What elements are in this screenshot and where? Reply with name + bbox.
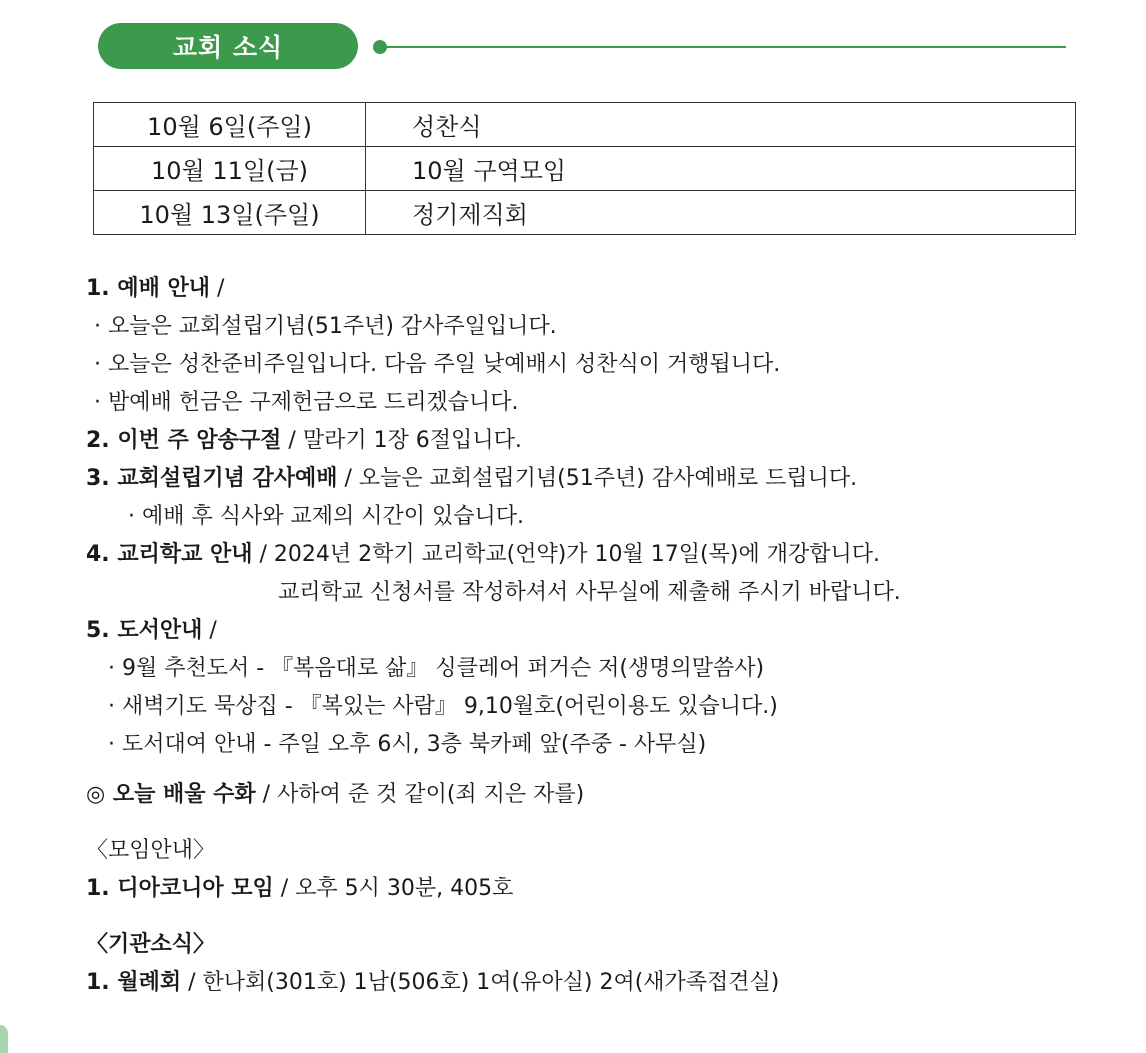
meetings-item [86, 870, 1126, 908]
header-divider-dot [373, 40, 387, 54]
notice-title: 3. 교회설립기념 감사예배 [86, 466, 338, 491]
notice-title: 1. 월례회 [86, 970, 182, 995]
schedule-event: 정기제직회 [366, 191, 1076, 235]
section-title: 교회 소식 [172, 33, 284, 62]
notice-title: 4. 교리학교 안내 [86, 542, 253, 567]
notice-text: / 2024년 2학기 교리학교(언약)가 10월 17일(목)에 개강합니다. [252, 542, 880, 567]
notice-anniversary [86, 460, 1126, 498]
list-item: · 도서대여 안내 - 주일 오후 6시, 3층 북카페 앞(주중 - 사무실) [108, 732, 707, 757]
header-divider-line [386, 46, 1066, 48]
notice-text: / 사하여 준 것 같이(죄 지은 자를) [255, 782, 585, 807]
notice-title: 1. 디아코니아 모임 [86, 876, 274, 901]
notice-sign-language [86, 776, 1126, 814]
list-item: · 오늘은 교회설립기념(51주년) 감사주일입니다. [94, 314, 557, 339]
notice-text: / 한나회(301호) 1남(506호) 1여(유아실) 2여(새가족접견실) [181, 970, 780, 995]
notice-title: 5. 도서안내 [86, 618, 203, 643]
notice-text: / 오늘은 교회설립기념(51주년) 감사예배로 드립니다. [337, 466, 858, 491]
table-row [94, 191, 1076, 235]
schedule-date: 10월 6일(주일) [94, 103, 366, 147]
schedule-event: 성찬식 [366, 103, 1076, 147]
page-edge-accent [0, 1025, 8, 1053]
schedule-date: 10월 11일(금) [94, 147, 366, 191]
notice-title: 2. 이번 주 암송구절 [86, 428, 282, 453]
institutions-item [86, 964, 1126, 1002]
notice-separator: / [210, 276, 225, 301]
institutions-heading: 〈기관소식〉 [86, 932, 216, 957]
notice-books-heading [86, 612, 1126, 650]
notice-title: ◎ 오늘 배울 수화 [86, 782, 256, 807]
list-item: · 예배 후 식사와 교제의 시간이 있습니다. [128, 504, 524, 529]
list-item: · 9월 추천도서 - 『복음대로 삶』 싱클레어 퍼거슨 저(생명의말씀사) [108, 656, 765, 681]
notice-text: / 말라기 1장 6절입니다. [281, 428, 522, 453]
schedule-table [93, 102, 1076, 235]
meetings-heading: 〈모임안내〉 [86, 838, 216, 863]
section-title-badge [98, 23, 358, 69]
list-item: · 밤예배 헌금은 구제헌금으로 드리겠습니다. [94, 390, 519, 415]
list-item: · 새벽기도 묵상집 - 『복있는 사람』 9,10월호(어린이용도 있습니다.) [108, 694, 778, 719]
table-row [94, 103, 1076, 147]
notice-separator: / [202, 618, 217, 643]
schedule-event: 10월 구역모임 [366, 147, 1076, 191]
notice-worship-heading [86, 270, 1126, 308]
notice-memory-verse [86, 422, 1126, 460]
notice-doctrine-school [86, 536, 1126, 574]
notice-text-continued: 교리학교 신청서를 작성하셔서 사무실에 제출해 주시기 바랍니다. [278, 580, 901, 605]
notice-title: 1. 예배 안내 [86, 276, 210, 301]
list-item: · 오늘은 성찬준비주일입니다. 다음 주일 낮예배시 성찬식이 거행됩니다. [94, 352, 781, 377]
notice-text: / 오후 5시 30분, 405호 [273, 876, 514, 901]
table-row [94, 147, 1076, 191]
notices-body [86, 270, 1126, 1002]
schedule-date: 10월 13일(주일) [94, 191, 366, 235]
